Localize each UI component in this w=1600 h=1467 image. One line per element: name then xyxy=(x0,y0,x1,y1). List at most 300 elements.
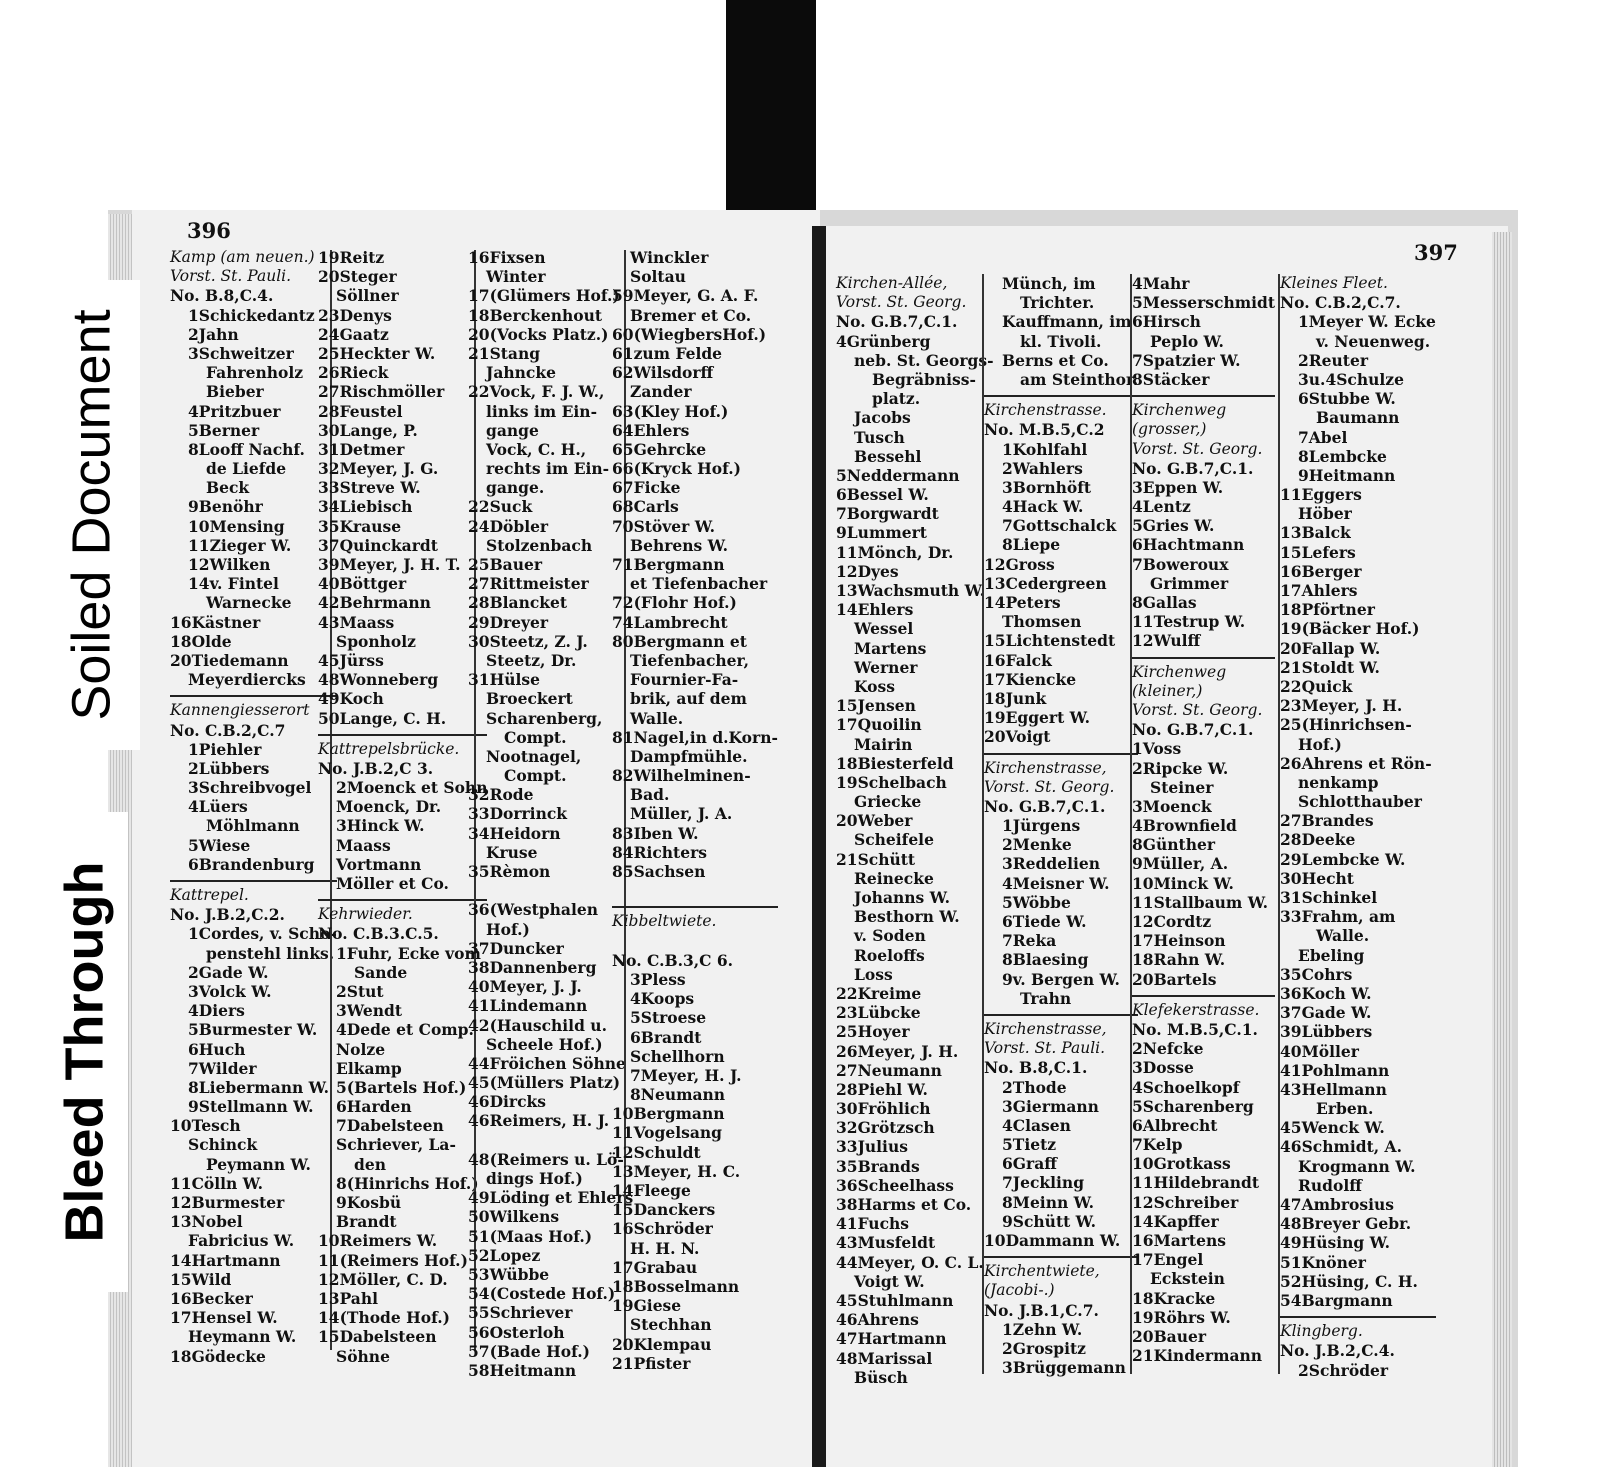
street-heading: Klefekerstrasse. xyxy=(1132,1000,1260,1019)
directory-entry: 46Schmidt, A. xyxy=(1280,1137,1402,1157)
directory-entry: 12Dyes xyxy=(836,561,899,581)
directory-entry: 2Jahn xyxy=(188,324,239,344)
directory-entry: 19Eggert W. xyxy=(984,708,1091,728)
directory-entry: No. J.B.1,C.7. xyxy=(984,1300,1099,1320)
directory-entry: 13Balck xyxy=(1280,523,1351,543)
directory-entry: 3Schweitzer xyxy=(188,343,294,363)
directory-entry: 14Peters xyxy=(984,593,1061,612)
directory-entry: 14(Thode Hof.) xyxy=(318,1308,450,1328)
directory-entry: 26Meyer, J. H. xyxy=(836,1041,959,1061)
directory-entry: 5Berner xyxy=(188,420,260,440)
directory-entry: 16Schröder xyxy=(612,1219,713,1239)
directory-entry: Fahrenholz xyxy=(206,363,304,383)
directory-entry: Roeloffs xyxy=(854,945,925,965)
directory-entry: 14v. Fintel xyxy=(188,574,279,594)
directory-entry: 5(Bartels Hof.) xyxy=(336,1077,467,1097)
directory-entry: 19Röhrs W. xyxy=(1132,1307,1231,1327)
directory-entry: 32Grötzsch xyxy=(836,1118,935,1138)
directory-entry: 15Dabelsteen xyxy=(318,1327,437,1347)
directory-entry: Besthorn W. xyxy=(854,907,960,927)
directory-entry: 13Nobel xyxy=(170,1212,243,1232)
directory-entry: Johanns W. xyxy=(854,888,951,907)
directory-entry: Heymann W. xyxy=(188,1327,297,1347)
directory-entry: Vortmann xyxy=(336,854,422,874)
directory-entry: 46Dircks xyxy=(468,1092,546,1112)
directory-entry: 22Kreime xyxy=(836,983,922,1003)
directory-entry: Müller, J. A. xyxy=(630,804,733,824)
directory-entry: Griecke xyxy=(854,792,922,812)
street-heading: Kirchenstrasse, xyxy=(984,758,1107,777)
left-col-2 xyxy=(318,248,487,1366)
directory-entry: 18Junk xyxy=(984,688,1047,708)
directory-entry: Winter xyxy=(486,267,546,287)
street-heading: Kirchen-Allée, xyxy=(836,274,948,292)
directory-entry: 48(Reimers u. Lö- xyxy=(468,1149,624,1169)
directory-entry: 42Behrmann xyxy=(318,593,431,613)
directory-entry: 33Frahm, am xyxy=(1280,907,1396,927)
directory-entry: 6Bessel W. xyxy=(836,485,929,505)
directory-entry: 27Rischmöller xyxy=(318,382,445,402)
directory-entry: 44Meyer, O. C. L. xyxy=(836,1252,984,1272)
directory-entry: 3Wendt xyxy=(336,1001,403,1021)
directory-entry: 15Wild xyxy=(170,1269,232,1289)
directory-entry: 11Hildebrandt xyxy=(1132,1173,1260,1193)
directory-entry: 20Weber xyxy=(836,811,913,831)
directory-entry xyxy=(612,932,778,951)
directory-entry: 13Meyer, H. C. xyxy=(612,1161,741,1181)
directory-entry: 83Iben W. xyxy=(612,823,699,843)
directory-entry: 10Reimers W. xyxy=(318,1231,438,1251)
directory-entry: 72(Flohr Hof.) xyxy=(612,593,737,613)
directory-entry: 15Lefers xyxy=(1280,542,1356,562)
directory-entry: 11(Reimers Hof.) xyxy=(318,1250,468,1270)
right-page-edge xyxy=(1492,232,1512,1467)
directory-entry: rechts im Ein- xyxy=(486,459,610,479)
directory-entry: 27Neumann xyxy=(836,1060,942,1080)
street-heading: (Jacobi-.) xyxy=(984,1281,1055,1300)
directory-entry: 68Carls xyxy=(612,497,679,517)
directory-entry xyxy=(468,881,633,900)
directory-entry: 17Hensel W. xyxy=(170,1308,278,1328)
directory-entry: 43Musfeldt xyxy=(836,1233,936,1253)
directory-entry: 64Ehlers xyxy=(612,420,690,440)
directory-entry: Zander xyxy=(630,382,692,402)
directory-entry: gange. xyxy=(486,478,545,498)
directory-entry: 5Messerschmidt xyxy=(1132,293,1276,313)
directory-entry: am Steinthor. xyxy=(1020,369,1139,389)
directory-entry: 7Boweroux xyxy=(1132,554,1229,574)
directory-entry: 46Ahrens xyxy=(836,1310,919,1330)
directory-entry: 7Wilder xyxy=(188,1058,257,1078)
directory-entry: 40Böttger xyxy=(318,574,407,594)
directory-entry: nenkamp xyxy=(1298,772,1379,792)
directory-entry: 6Brandt xyxy=(630,1027,702,1047)
directory-entry: 17Grabau xyxy=(612,1257,698,1277)
directory-entry: 44Fröichen Söhne xyxy=(468,1053,626,1073)
directory-entry: 22Vock, F. J. W., xyxy=(468,382,605,402)
directory-entry: 14Kapffer xyxy=(1132,1211,1219,1231)
directory-entry: 16Falck xyxy=(984,650,1052,670)
directory-entry: Tusch xyxy=(854,427,905,447)
directory-entry: No. G.B.7,C.1. xyxy=(1132,458,1254,478)
directory-entry: 25Heckter W. xyxy=(318,343,436,363)
directory-entry: Begräbniss- xyxy=(872,369,976,389)
directory-entry: 11Zieger W. xyxy=(188,535,292,555)
left-col-1 xyxy=(170,248,337,1366)
directory-entry: 36Koch W. xyxy=(1280,983,1372,1003)
street-heading: Vorst. St. Georg. xyxy=(1132,700,1263,719)
directory-entry: 12Wulff xyxy=(1132,631,1201,651)
directory-entry: No. B.8,C.1. xyxy=(984,1058,1088,1078)
directory-entry: 10Tesch xyxy=(170,1116,241,1136)
directory-entry: de Liefde xyxy=(206,459,287,479)
street-heading: Kannengiesserort xyxy=(170,701,310,720)
directory-entry: Bessehl xyxy=(854,446,922,466)
directory-entry: 6Graff xyxy=(1002,1154,1057,1174)
directory-entry: kl. Tivoli. xyxy=(1020,331,1102,351)
directory-entry: Scheifele xyxy=(854,830,934,850)
directory-entry: 37Duncker xyxy=(468,938,564,958)
directory-entry: 4Lentz xyxy=(1132,497,1191,517)
directory-entry: 31Hülse xyxy=(468,670,540,690)
directory-entry: No. J.B.2,C.4. xyxy=(1280,1341,1395,1361)
directory-entry: Wessel xyxy=(854,619,914,639)
directory-entry: 57(Bade Hof.) xyxy=(468,1341,590,1361)
directory-entry: 21Stang xyxy=(468,343,541,363)
directory-entry: Winckler xyxy=(630,248,709,267)
section-rule xyxy=(984,395,1138,397)
directory-entry: Berns et Co. xyxy=(1002,350,1109,370)
directory-entry: Voigt W. xyxy=(854,1271,925,1291)
directory-entry: Schriever, La- xyxy=(336,1135,456,1155)
directory-entry: 9Benöhr xyxy=(188,497,263,517)
directory-entry: 8Meinn W. xyxy=(1002,1192,1095,1212)
directory-entry: 8Neumann xyxy=(630,1085,726,1105)
directory-entry: v. Neuenweg. xyxy=(1316,331,1431,351)
directory-entry: 15Jensen xyxy=(836,696,916,716)
street-heading: Kamp (am neuen.) xyxy=(170,248,315,266)
directory-entry: den xyxy=(354,1154,386,1174)
directory-entry: Peymann W. xyxy=(206,1154,311,1174)
directory-entry: 9v. Bergen W. xyxy=(1002,969,1120,989)
street-heading: Vorst. St. Georg. xyxy=(836,293,967,312)
directory-entry: 5Stroese xyxy=(630,1008,707,1028)
directory-entry: 11Vogelsang xyxy=(612,1123,722,1143)
directory-entry: 45(Müllers Platz) xyxy=(468,1073,621,1093)
directory-entry: 3Moenck xyxy=(1132,796,1212,816)
directory-entry: 3Dosse xyxy=(1132,1058,1194,1078)
directory-entry: Hof.) xyxy=(486,919,530,939)
directory-entry: 11Cölln W. xyxy=(170,1173,264,1193)
directory-entry: No. B.8,C.4. xyxy=(170,286,274,306)
directory-entry: 3Hinck W. xyxy=(336,816,425,836)
section-rule xyxy=(1280,1316,1436,1318)
directory-entry: 8Stäcker xyxy=(1132,369,1210,389)
directory-entry: 6Hirsch xyxy=(1132,312,1201,332)
directory-entry: 2Stut xyxy=(336,981,384,1001)
directory-entry: 20Voigt xyxy=(984,727,1051,747)
directory-entry: 17Kiencke xyxy=(984,669,1077,689)
directory-entry: 18Biesterfeld xyxy=(836,753,954,773)
directory-entry: 52Lopez xyxy=(468,1245,541,1265)
street-heading: (kleiner,) xyxy=(1132,681,1203,700)
directory-entry: Kruse xyxy=(486,842,538,862)
directory-entry: Dampfmühle. xyxy=(630,746,748,766)
right-col-3 xyxy=(1132,274,1275,1365)
directory-entry: Möller et Co. xyxy=(336,874,449,893)
directory-entry xyxy=(468,1131,633,1150)
street-heading: Kirchenweg xyxy=(1132,401,1227,420)
directory-entry: 31Detmer xyxy=(318,439,405,459)
directory-entry: 39Meyer, J. H. T. xyxy=(318,555,461,574)
bleed-through-label xyxy=(40,812,128,1292)
directory-entry: 67Ficke xyxy=(612,478,681,498)
right-page xyxy=(826,226,1508,1467)
directory-entry: 9Kosbü xyxy=(336,1193,402,1212)
directory-entry: 27Brandes xyxy=(1280,811,1374,831)
directory-entry: 2Ripcke W. xyxy=(1132,758,1229,778)
directory-entry: 34Heidorn xyxy=(468,823,561,843)
street-heading: Kirchentwiete, xyxy=(984,1262,1100,1281)
directory-entry: Steetz, Dr. xyxy=(486,650,577,670)
directory-entry: 4Pritzbuer xyxy=(188,401,281,421)
directory-entry: 25Hoyer xyxy=(836,1022,910,1042)
directory-entry: No. M.B.5,C.2 xyxy=(984,420,1105,440)
directory-entry: No. C.B.2,C.7. xyxy=(1280,293,1401,313)
directory-entry: 48Marissal xyxy=(836,1348,933,1368)
left-page xyxy=(132,210,820,1467)
left-col-4 xyxy=(612,248,778,1373)
directory-entry: 33Julius xyxy=(836,1137,908,1157)
directory-entry: 9Heitmann xyxy=(1298,465,1396,485)
directory-entry: 16Berger xyxy=(1280,561,1362,581)
directory-entry: 45Stuhlmann xyxy=(836,1290,954,1310)
directory-entry: 18Pförtner xyxy=(1280,600,1375,620)
directory-entry: 14Ehlers xyxy=(836,600,914,620)
directory-entry: 19Reitz xyxy=(318,248,385,267)
directory-entry: 4Hack W. xyxy=(1002,497,1084,517)
directory-entry: Stechhan xyxy=(630,1315,712,1335)
directory-entry: 82Wilhelminen- xyxy=(612,766,751,786)
directory-entry: 5Tietz xyxy=(1002,1135,1057,1155)
directory-entry: 17Quoilin xyxy=(836,715,922,735)
directory-entry: 25Bauer xyxy=(468,555,543,574)
street-heading: (grosser,) xyxy=(1132,420,1207,439)
directory-entry: 63(Kley Hof.) xyxy=(612,401,729,421)
directory-entry: Koss xyxy=(854,676,895,696)
directory-entry: 50Lange, C. H. xyxy=(318,708,447,728)
directory-entry: 27Rittmeister xyxy=(468,574,589,594)
page-number-right: 397 xyxy=(1414,240,1458,265)
directory-entry: Kauffmann, im xyxy=(1002,312,1132,332)
directory-entry: 53Wübbe xyxy=(468,1264,550,1284)
directory-entry: 3u.4Schulze xyxy=(1298,369,1404,389)
directory-entry: 33Dorrinck xyxy=(468,804,568,824)
directory-entry: 70Stöver W. xyxy=(612,516,716,536)
directory-entry: 7Meyer, H. J. xyxy=(630,1065,742,1085)
directory-entry: 7Spatzier W. xyxy=(1132,350,1241,370)
directory-entry: 5Wiese xyxy=(188,835,251,855)
directory-entry: Walle. xyxy=(630,708,684,728)
directory-entry: Elkamp xyxy=(336,1058,402,1078)
directory-entry: 56Osterloh xyxy=(468,1322,565,1342)
directory-entry: 1Meyer W. Ecke xyxy=(1298,312,1436,332)
directory-entry: 4Grünberg xyxy=(836,331,931,351)
directory-entry: 60(WiegbersHof.) xyxy=(612,324,767,344)
directory-entry: 31Schinkel xyxy=(1280,888,1378,907)
section-rule xyxy=(984,1014,1138,1016)
bleed-through-text: Bleed Through xyxy=(54,861,115,1243)
directory-entry: 8Liebermann W. xyxy=(188,1077,330,1097)
section-rule xyxy=(170,880,337,882)
directory-entry: 7Reka xyxy=(1002,931,1057,951)
directory-entry: 24Gaatz xyxy=(318,324,389,344)
directory-entry: 11Mönch, Dr. xyxy=(836,542,954,562)
directory-entry: 6Harden xyxy=(336,1097,412,1117)
directory-entry: 10Bergmann xyxy=(612,1104,725,1124)
directory-entry: 46Reimers, H. J. xyxy=(468,1111,610,1131)
directory-entry: Tiefenbacher, xyxy=(630,650,749,670)
directory-entry: Nolze xyxy=(336,1039,386,1059)
directory-entry: 8Lembcke xyxy=(1298,446,1387,466)
section-rule xyxy=(612,906,778,908)
directory-entry: 6Brandenburg xyxy=(188,854,315,874)
street-heading: Kehrwieder. xyxy=(318,905,413,924)
directory-entry: 18Gödecke xyxy=(170,1346,266,1366)
directory-entry: 10Dammann W. xyxy=(984,1231,1121,1250)
directory-entry: 9Müller, A. xyxy=(1132,854,1229,874)
directory-entry: 11Stallbaum W. xyxy=(1132,892,1269,912)
street-heading: Vorst. St. Georg. xyxy=(1132,439,1263,458)
directory-entry: 49Löding et Ehlers xyxy=(468,1188,634,1208)
directory-entry: 41Pohlmann xyxy=(1280,1060,1390,1080)
directory-entry: dings Hof.) xyxy=(486,1169,583,1188)
directory-entry: 1Voss xyxy=(1132,739,1182,759)
directory-entry: 34Liebisch xyxy=(318,497,413,517)
section-rule xyxy=(170,695,337,697)
directory-entry: Jacobs xyxy=(854,408,911,428)
directory-entry: 2Menke xyxy=(1002,835,1072,855)
directory-entry: 26Rieck xyxy=(318,363,389,383)
directory-entry: et Tiefenbacher xyxy=(630,574,768,594)
directory-entry: 13Wachsmuth W. xyxy=(836,581,985,600)
directory-entry: 2Reuter xyxy=(1298,350,1368,370)
directory-entry: 54(Costede Hof.) xyxy=(468,1284,616,1304)
directory-entry: 2Thode xyxy=(1002,1077,1067,1097)
directory-entry: 65Gehrcke xyxy=(612,439,707,459)
directory-entry: Schellhorn xyxy=(630,1046,725,1066)
directory-entry: 16Fixsen xyxy=(468,248,546,267)
directory-entry: Ebeling xyxy=(1298,945,1365,965)
directory-entry: 81Nagel,in d.Korn- xyxy=(612,727,778,747)
directory-entry: Behrens W. xyxy=(630,535,729,555)
directory-entry: 17(Glümers Hof.) xyxy=(468,286,620,306)
directory-entry: 8Blaesing xyxy=(1002,950,1089,970)
street-heading: Vorst. St. Pauli. xyxy=(170,267,292,286)
directory-entry: 10Grotkass xyxy=(1132,1154,1231,1174)
directory-entry: 49Hüsing W. xyxy=(1280,1233,1390,1253)
directory-entry: 43Hellmann xyxy=(1280,1079,1387,1099)
directory-entry: 4Lüers xyxy=(188,797,248,817)
directory-entry: 51Knöner xyxy=(1280,1252,1366,1272)
directory-entry: Bad. xyxy=(630,785,670,805)
directory-entry: Warnecke xyxy=(206,593,292,613)
directory-entry: 32Rode xyxy=(468,785,534,805)
directory-entry: 49Koch xyxy=(318,689,384,709)
directory-entry: Walle. xyxy=(1316,926,1370,946)
directory-entry: v. Soden xyxy=(854,926,926,946)
directory-entry: 18Rahn W. xyxy=(1132,950,1226,970)
right-col-4 xyxy=(1280,274,1436,1380)
directory-entry: 2Schröder xyxy=(1298,1360,1389,1380)
directory-entry: 23Denys xyxy=(318,305,392,325)
directory-entry: 45Jürss xyxy=(318,650,384,670)
directory-entry: 4Diers xyxy=(188,1001,245,1021)
directory-entry: Fournier-Fa- xyxy=(630,670,739,690)
directory-entry: 30Hecht xyxy=(1280,868,1354,888)
directory-entry: Loss xyxy=(854,964,893,984)
directory-entry: Brandt xyxy=(336,1212,397,1232)
street-heading: Kirchenstrasse. xyxy=(984,401,1107,420)
directory-entry: 1Schickedantz xyxy=(188,305,315,325)
directory-entry: 1Cordes, v. Scho- xyxy=(188,924,337,944)
section-rule xyxy=(1132,657,1275,659)
directory-entry: No. C.B.3,C 6. xyxy=(612,950,734,970)
directory-entry: 16Martens xyxy=(1132,1231,1226,1250)
directory-entry: Baumann xyxy=(1316,408,1400,428)
directory-entry: Bieber xyxy=(206,382,264,402)
directory-entry: 2Nefcke xyxy=(1132,1039,1204,1059)
directory-entry: 30Lange, P. xyxy=(318,420,418,440)
directory-entry: Jahncke xyxy=(486,363,556,383)
directory-entry: 35Rèmon xyxy=(468,862,551,881)
directory-entry: 85Sachsen xyxy=(612,862,706,881)
directory-entry: 20(Vocks Platz.) xyxy=(468,324,609,344)
directory-entry: 12Möller, C. D. xyxy=(318,1269,448,1289)
directory-entry: 10Minck W. xyxy=(1132,873,1234,893)
directory-entry: 29Lembcke W. xyxy=(1280,849,1406,869)
directory-entry: 8Looff Nachf. xyxy=(188,439,305,459)
directory-entry: 28Deeke xyxy=(1280,830,1356,850)
directory-entry: 21Schütt xyxy=(836,849,916,869)
directory-entry: 24Döbler xyxy=(468,516,549,536)
directory-entry: No. C.B.3.C.5. xyxy=(318,924,439,944)
directory-entry: 61zum Felde xyxy=(612,343,723,363)
directory-entry: 4Clasen xyxy=(1002,1115,1071,1135)
directory-entry: 4Mahr xyxy=(1132,274,1190,293)
street-heading: Klingberg. xyxy=(1280,1322,1363,1341)
directory-entry: 12Cordtz xyxy=(1132,912,1212,931)
directory-entry: 2Lübbers xyxy=(188,758,270,778)
directory-entry: neb. St. Georgs- xyxy=(854,350,994,370)
directory-entry: 12Wilken xyxy=(188,555,271,574)
directory-entry: 7Kelp xyxy=(1132,1135,1183,1155)
directory-entry: Trichter. xyxy=(1020,293,1095,313)
directory-entry: 5Scharenberg xyxy=(1132,1096,1254,1116)
directory-entry: 21Stoldt W. xyxy=(1280,657,1380,677)
directory-entry: 5Burmester W. xyxy=(188,1020,318,1040)
soiled-document-text: Soiled Document xyxy=(62,309,123,721)
directory-entry: No. C.B.2,C.7 xyxy=(170,720,286,740)
directory-entry: 28Blancket xyxy=(468,593,568,613)
directory-entry: 13Cedergreen xyxy=(984,573,1107,593)
directory-entry: 51(Maas Hof.) xyxy=(468,1226,593,1246)
directory-entry: 47Ambrosius xyxy=(1280,1195,1394,1214)
directory-entry: 12Schreiber xyxy=(1132,1192,1239,1212)
directory-entry: 19Schelbach xyxy=(836,772,947,792)
directory-entry: No. G.B.7,C.1. xyxy=(836,312,958,332)
directory-entry: Schlotthauber xyxy=(1298,792,1422,812)
